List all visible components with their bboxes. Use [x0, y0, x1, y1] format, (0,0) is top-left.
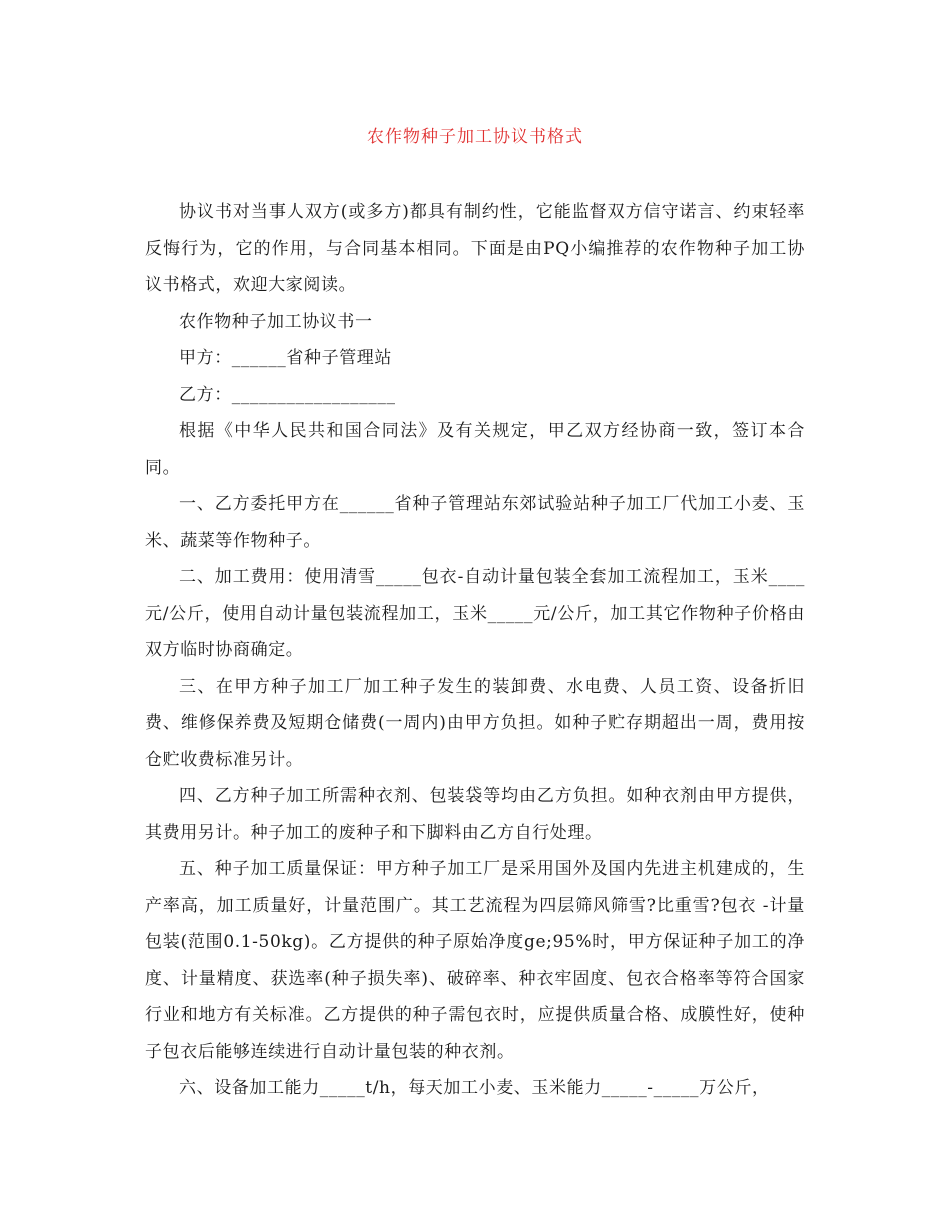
paragraph-agreement-heading: 农作物种子加工协议书一 [179, 311, 373, 332]
document-title: 农作物种子加工协议书格式 [367, 127, 583, 147]
paragraph-party-a: 甲方：______省种子管理站 [179, 348, 392, 368]
paragraph-clause-2: 二、加工费用：使用清雪_____包衣-自动计量包装全套加工流程加工，玉米____元/公斤，使用自动计量包装流程加工，玉米_____元/公斤，加工其它作物种子价格由双方临时协商确定。 [145, 567, 805, 660]
paragraph-clause-4: 四、乙方种子加工所需种衣剂、包装袋等均由乙方负担。如种衣剂由甲方提供，其费用另计。种子加工的废种子和下脚料由乙方自行处理。 [145, 786, 805, 843]
paragraph-intro: 协议书对当事人双方(或多方)都具有制约性，它能监督双方信守诺言、约束轻率反悔行为，它的作用，与合同基本相同。下面是由PQ小编推荐的农作物种子加工协议书格式，欢迎大家阅读。 [145, 202, 805, 295]
paragraph-legal-basis: 根据《中华人民共和国合同法》及有关规定，甲乙双方经协商一致，签订本合同。 [145, 421, 805, 478]
paragraph-clause-3: 三、在甲方种子加工厂加工种子发生的装卸费、水电费、人员工资、设备折旧费、维修保养费及短期仓储费(一周内)由甲方负担。如种子贮存期超出一周，费用按仓贮收费标准另计。 [145, 676, 805, 770]
paragraph-clause-5: 五、种子加工质量保证：甲方种子加工厂是采用国外及国内先进主机建成的，生产率高，加工质量好，计量范围广。其工艺流程为四层筛风筛雪?比重雪?包衣 -计量包装(范围0.1-50kg)。乙方提供的种子原始净度ge;95%时，甲方保证种子加工的净度、计量精度、获选率(种子损失率)、破碎率、种衣牢固度、包衣合格率等符合国家行业和地方有关标准。乙方提供的种子需包衣时，应提供质量合格、成膜性好，使种子包衣后能够连续进行自动计量包装的种衣剂。 [145, 859, 805, 1062]
paragraph-party-b: 乙方：__________________ [179, 384, 396, 405]
paragraph-clause-1: 一、乙方委托甲方在______省种子管理站东郊试验站种子加工厂代加工小麦、玉米、蔬菜等作物种子。 [145, 494, 805, 551]
document-body [145, 194, 805, 1107]
paragraph-clause-6: 六、设备加工能力_____t/h，每天加工小麦、玉米能力_____-_____万公斤， [179, 1078, 770, 1098]
